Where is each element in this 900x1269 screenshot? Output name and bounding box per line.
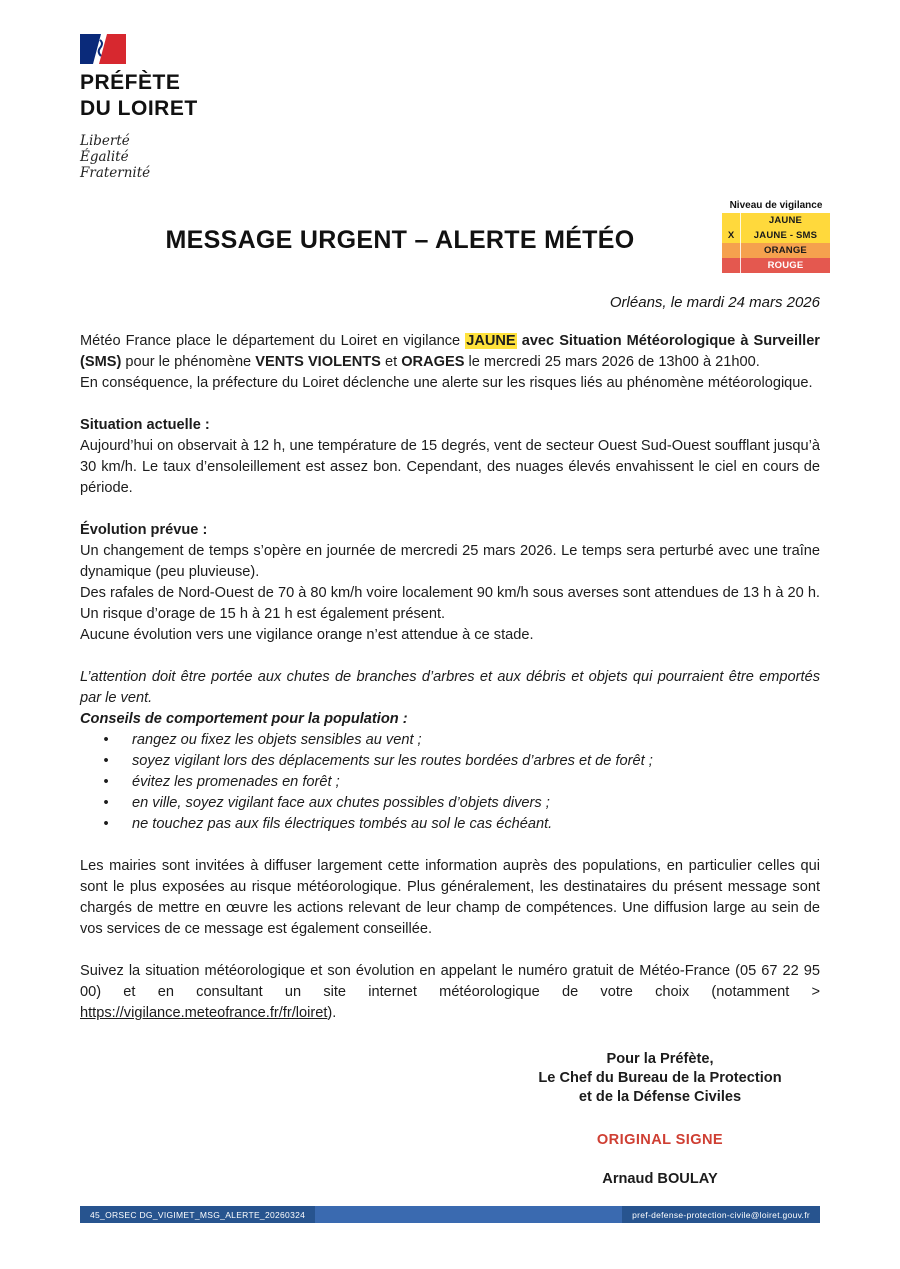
alert-intro-paragraph: Météo France place le département du Loiret en vigilance JAUNE avec Situation Météorologique à Surveiller (SMS) pour le phénomène VENTS VIOLENTS et ORAGES le mercredi 25 mars 2026 de 13h00 à 21h00.	[80, 332, 820, 370]
advice-text: soyez vigilant lors des déplacements sur les routes bordées d’arbres et de forêt ;	[132, 752, 653, 769]
signature-title-line1: Le Chef du Bureau de la Protection	[538, 1069, 782, 1086]
consequence-paragraph: En conséquence, la préfecture du Loiret déclenche une alerte sur les risques liés au phénomène météorologique.	[80, 374, 813, 391]
list-item	[80, 814, 820, 835]
title-row	[80, 199, 823, 286]
advice-text: ne touchez pas aux fils électriques tombés au sol le cas échéant.	[132, 815, 553, 832]
institution-name-line2: DU LOIRET	[80, 97, 198, 121]
vigilance-level-label: JAUNE - SMS	[753, 229, 818, 241]
french-flag-logo	[80, 34, 126, 64]
followup-text-post: ).	[327, 1004, 337, 1021]
evolution-paragraph-3: Aucune évolution vers une vigilance orange n’est attendue à ce stade.	[80, 626, 534, 643]
institution-name-line1: PRÉFÈTE	[80, 71, 181, 94]
motto-egalite: Égalité	[80, 148, 129, 165]
vigilance-table-header: Niveau de vigilance	[729, 199, 823, 211]
vigilance-marker-cell	[722, 243, 741, 258]
mairies-paragraph: Les mairies sont invitées à diffuser largement cette information auprès des populations, en particulier celles qui sont le plus exposées au risque météorologique. Plus généralement, les destinataires du présent message sont chargés de mettre en œuvre les actions relevant de leur champ de compétences. Une diffusion large au sein de vos services de ce message est également conseillée.	[80, 857, 820, 937]
document-body	[80, 331, 820, 1024]
bullet-icon: •	[103, 731, 109, 748]
vigilance-row-jaune-sms	[722, 228, 830, 243]
evolution-paragraph-1: Un changement de temps s’opère en journée de mercredi 25 mars 2026. Le temps sera perturbé avec une traîne dynamique (peu pluvieuse).	[80, 542, 820, 580]
attention-paragraph: L’attention doit être portée aux chutes de branches d’arbres et aux débris et objets qui pourraient être emportés par le vent.	[80, 668, 820, 706]
footer-reference-code: 45_ORSEC DG_VIGIMET_MSG_ALERTE_20260324	[80, 1206, 315, 1223]
vigilance-row-rouge	[722, 258, 830, 273]
followup-text-pre: Suivez la situation météorologique et son évolution en appelant le numéro gratuit de Météo-France (05 67 22 95 00) et en consultant un site internet météorologique de votre choix (notamment >	[80, 962, 820, 1000]
evolution-heading: Évolution prévue :	[80, 521, 208, 538]
motto-fraternite: Fraternité	[80, 165, 151, 182]
vigilance-level-label: JAUNE	[768, 214, 803, 226]
vigilance-website-link[interactable]: https://vigilance.meteofrance.fr/fr/loiret	[80, 1004, 328, 1021]
advice-text: rangez ou fixez les objets sensibles au vent ;	[132, 731, 422, 748]
vigilance-selected-marker: X	[722, 228, 741, 243]
conseils-heading: Conseils de comportement pour la population :	[80, 710, 408, 727]
bullet-icon: •	[103, 773, 109, 790]
vigilance-marker-cell	[722, 258, 741, 273]
advice-text: évitez les promenades en forêt ;	[132, 773, 340, 790]
signatory-name: Arnaud BOULAY	[602, 1170, 718, 1187]
evolution-paragraph-2: Des rafales de Nord-Ouest de 70 à 80 km/h voire localement 90 km/h sous averses sont attendues de 13 h à 20 h. Un risque d’orage de 15 h à 21 h est également présent.	[80, 584, 820, 622]
vigilance-row-jaune	[722, 213, 830, 228]
page-title: MESSAGE URGENT – ALERTE MÉTÉO	[165, 225, 635, 254]
bullet-icon: •	[103, 794, 109, 811]
situation-paragraph: Aujourd’hui on observait à 12 h, une température de 15 degrés, vent de secteur Ouest Sud-Ouest soufflant jusqu’à 30 km/h. Le taux d’ensoleillement est assez bon. Cependant, des nuages élevés envahissent le ciel en cours de période.	[80, 437, 820, 496]
advice-list	[80, 730, 820, 835]
footer-bar	[80, 1206, 820, 1223]
motto-liberte: Liberté	[80, 132, 130, 149]
footer-contact-email: pref-defense-protection-civile@loiret.gouv.fr	[622, 1206, 820, 1223]
vigilance-level-label: ORANGE	[764, 244, 807, 256]
list-item	[80, 751, 820, 772]
list-item	[80, 793, 820, 814]
signature-block	[500, 1050, 820, 1189]
vigilance-level-label: ROUGE	[767, 259, 804, 271]
republic-motto	[80, 133, 820, 182]
government-header	[80, 34, 820, 182]
dateline: Orléans, le mardi 24 mars 2026	[609, 293, 820, 311]
signature-on-behalf: Pour la Préfète,	[606, 1050, 714, 1067]
bullet-icon: •	[103, 752, 109, 769]
original-signed-stamp: ORIGINAL SIGNE	[596, 1131, 724, 1148]
list-item	[80, 772, 820, 793]
situation-heading: Situation actuelle :	[80, 416, 210, 433]
signature-title-line2: et de la Défense Civiles	[578, 1088, 742, 1105]
followup-paragraph	[80, 961, 820, 1024]
list-item	[80, 730, 820, 751]
vigilance-row-orange	[722, 243, 830, 258]
bullet-icon: •	[103, 815, 109, 832]
advice-text: en ville, soyez vigilant face aux chutes possibles d’objets divers ;	[132, 794, 550, 811]
vigilance-level-table	[722, 200, 830, 273]
vigilance-marker-cell	[722, 213, 741, 228]
